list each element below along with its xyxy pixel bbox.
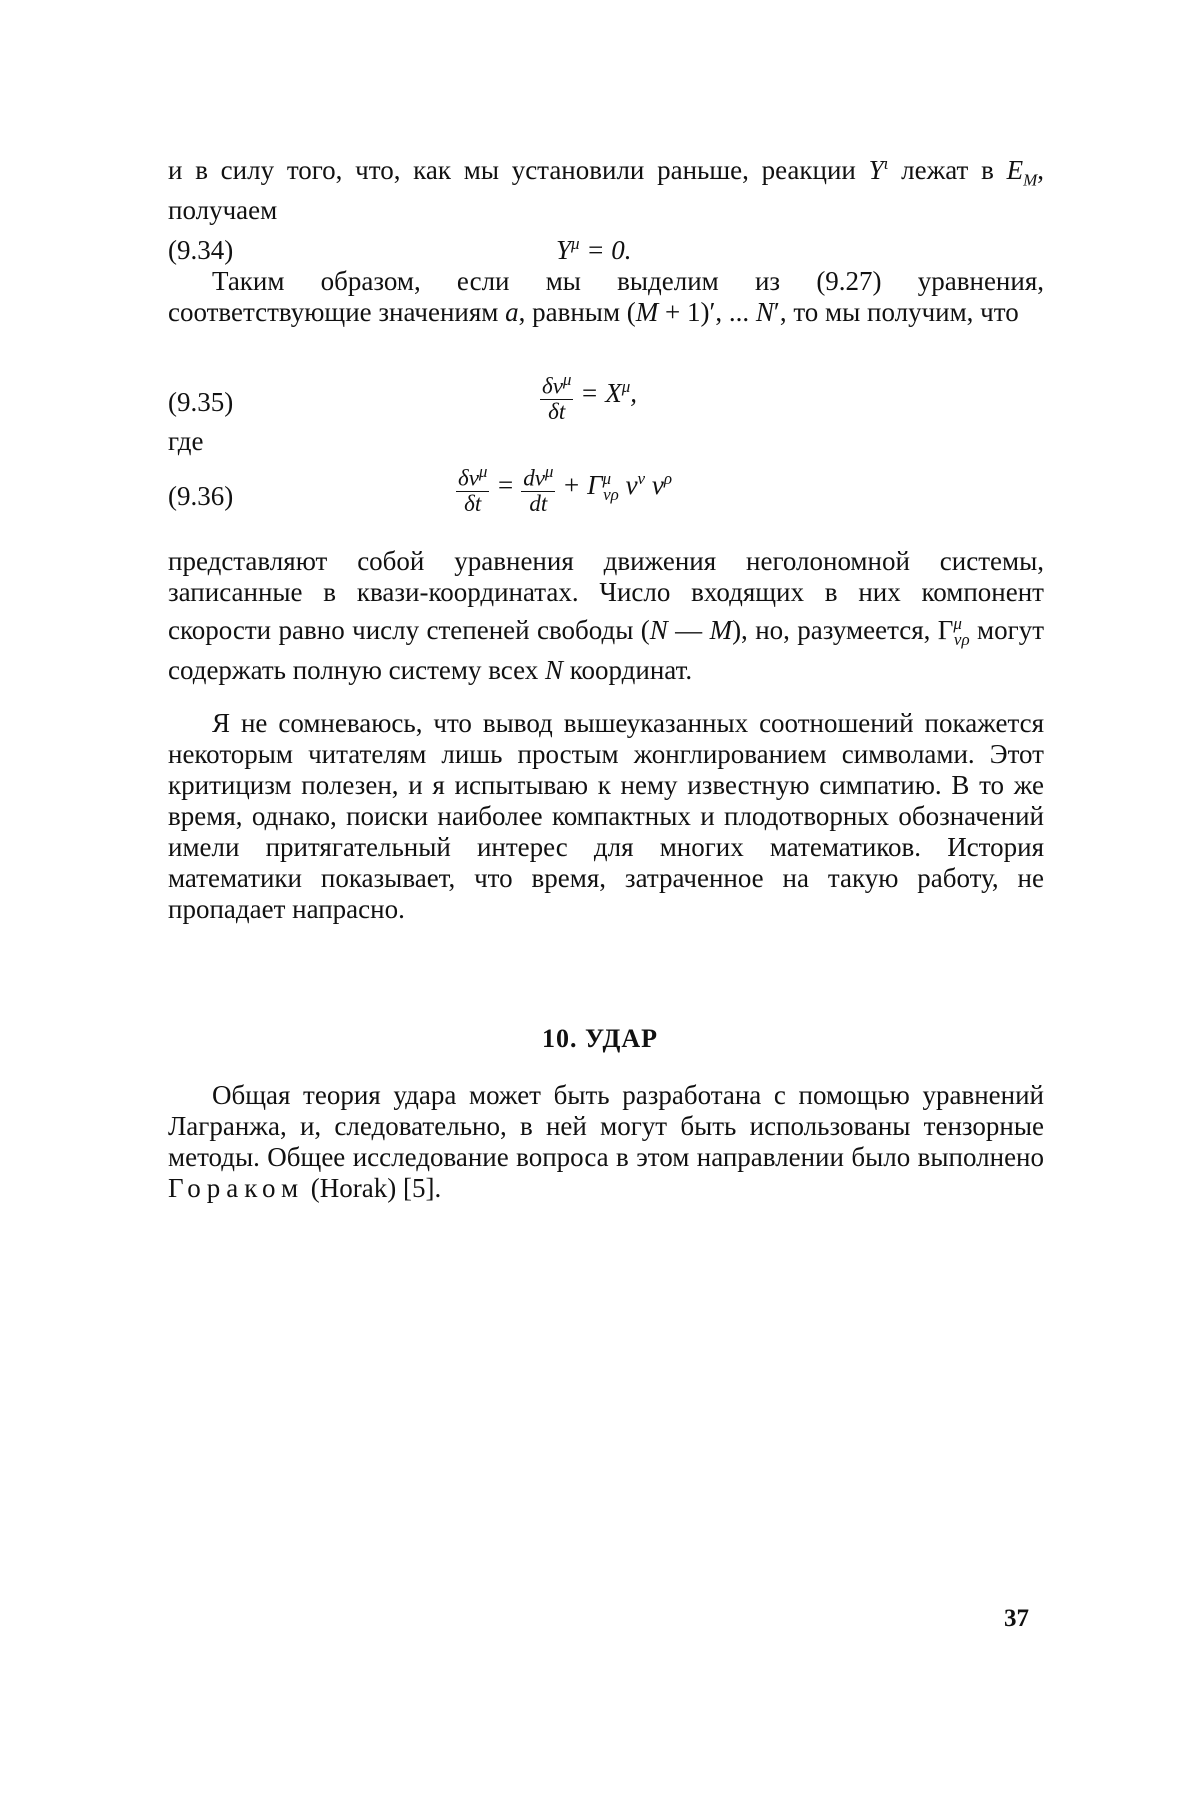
paragraph-top: и в силу того, что, как мы установили раньше, реакции $Y^\iota$ лежат в $E_M$, получаем [168, 154, 1044, 226]
formula-y-mu-zero: $Y^\mu = 0$. [556, 234, 632, 265]
paragraph-system: представляют собой уравнения движения неголономной системы, записанные в квази-координатах. Число входящих в них компонент скорости равно числу степеней свободы (N — M), но, разумеется, $\Gamma^\mu_{\nu\rho}$ могут содержать полную систему всех N координат. [168, 546, 1044, 686]
where-label: где [168, 426, 204, 456]
paragraph-doubt-text: Я не сомневаюсь, что вывод вышеуказанных соотношений покажется некоторым читателям лишь простым жонглированием символами. Этот критицизм полезен, и я испытываю к нему известную симпатию. В то же время, однако, поиски наиболее компактных и плодотворных обозначений имели притягательный интерес для многих математиков. История математики показывает, что время, затраченное на такую работу, не пропадает напрасно. [168, 708, 1044, 924]
section-heading: 10. УДАР [542, 1024, 658, 1053]
equation-9-34 [168, 212, 1044, 272]
equation-number: (9.35) [168, 387, 234, 417]
paragraph-doubt [168, 708, 1044, 925]
formula-dv-dt-x: $\frac{\delta v^\mu}{\delta t}$ = $X^\mu$, [542, 370, 637, 424]
paragraph-thus: Таким образом, если мы выделим из (9.27) уравнения, соответствующие значениям a, равным (M + 1)′, ... N′, то мы получим, что [168, 266, 1044, 327]
paragraph-impact-text: Общая теория удара может быть разработана с помощью уравнений Лагранжа, и, следовательно, в ней могут быть использованы тензорные методы. Общее исследование вопроса в этом направлении было выполнено [168, 1080, 1044, 1172]
equation-number: (9.36) [168, 481, 234, 511]
equation-9-36 [168, 458, 1044, 518]
equation-number: (9.34) [168, 235, 234, 265]
formula-covariant-derivative: $\frac{\delta v^\mu}{\delta t}$ = $\frac{dv^\mu}{dt}$ + $\Gamma^\mu_{\nu\rho}$ $v^\nu$ $v^\rho$ [458, 462, 672, 516]
author-name: Гораком [168, 1173, 305, 1203]
equation-9-35 [168, 364, 1044, 424]
page-number: 37 [1004, 1605, 1029, 1632]
paragraph-impact [168, 1080, 1044, 1204]
paragraph-impact-end: (Horak) [5]. [310, 1173, 442, 1203]
